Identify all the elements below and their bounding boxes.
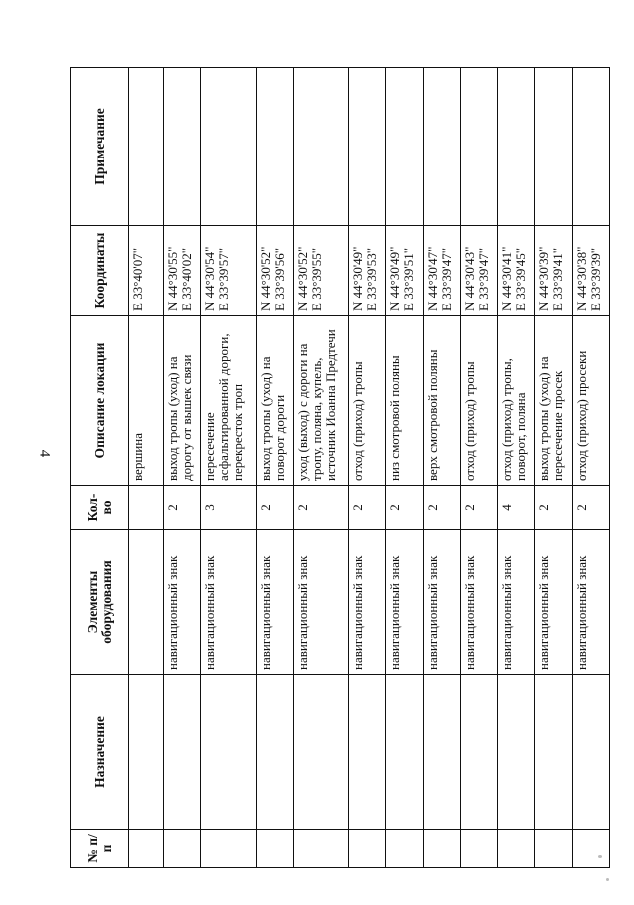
coordinate-north: N 44°30'39" (536, 246, 552, 311)
coordinate-north: N 44°30'38" (573, 246, 589, 311)
cell-num (129, 830, 164, 868)
cell-purpose (423, 675, 460, 830)
coordinate-east: E 33°39'56" (271, 247, 287, 311)
header-equipment: Элементы оборудования (71, 530, 129, 675)
cell-equipment: навигационный знак (349, 530, 386, 675)
locations-table (70, 67, 610, 868)
table-row (293, 68, 348, 868)
cell-description: низ смотровой поляны (386, 316, 423, 486)
cell-equipment: навигационный знак (423, 530, 460, 675)
cell-count: 2 (349, 486, 386, 530)
cell-coordinates (386, 226, 423, 316)
cell-purpose (386, 675, 423, 830)
cell-equipment: навигационный знак (572, 530, 609, 675)
cell-purpose (293, 675, 348, 830)
header-note: Примечание (71, 68, 129, 226)
cell-count: 4 (498, 486, 535, 530)
cell-count: 2 (423, 486, 460, 530)
scan-speck (606, 878, 609, 881)
cell-description: выход тропы (уход) на пересечение просек (535, 316, 572, 486)
rotated-table-container (70, 68, 610, 868)
table-row (535, 68, 572, 868)
cell-purpose (498, 675, 535, 830)
cell-equipment: навигационный знак (201, 530, 256, 675)
cell-equipment: навигационный знак (535, 530, 572, 675)
header-num: № п/п (71, 830, 129, 868)
cell-note (129, 68, 164, 226)
cell-purpose (164, 675, 201, 830)
cell-description: верх смотровой поляны (423, 316, 460, 486)
cell-note (349, 68, 386, 226)
header-description: Описание локации (71, 316, 129, 486)
cell-equipment: навигационный знак (498, 530, 535, 675)
table-row (256, 68, 293, 868)
cell-coordinates (201, 226, 256, 316)
coordinate-east: E 33°39'57" (216, 247, 232, 311)
coordinate-north: N 44°30'47" (424, 246, 440, 311)
cell-count: 2 (460, 486, 497, 530)
cell-purpose (129, 675, 164, 830)
coordinate-north: N 44°30'49" (387, 246, 403, 311)
cell-purpose (460, 675, 497, 830)
cell-count: 2 (256, 486, 293, 530)
page-number: 4 (36, 449, 53, 458)
cell-coordinates (423, 226, 460, 316)
cell-note (256, 68, 293, 226)
table-row (572, 68, 609, 868)
cell-purpose (201, 675, 256, 830)
cell-note (423, 68, 460, 226)
cell-num (572, 830, 609, 868)
cell-coordinates (498, 226, 535, 316)
cell-num (535, 830, 572, 868)
coordinate-north: N 44°30'43" (461, 246, 477, 311)
coordinate-east: E 33°39'55" (308, 247, 324, 311)
coordinate-north: N 44°30'55" (165, 246, 181, 311)
cell-coordinates (460, 226, 497, 316)
cell-coordinates (129, 226, 164, 316)
coordinate-east: E 33°39'53" (364, 247, 380, 311)
header-row (71, 68, 129, 868)
coordinate-east: E 33°39'39" (587, 247, 603, 311)
coordinate-north: N 44°30'52" (257, 246, 273, 311)
cell-num (256, 830, 293, 868)
header-purpose: Назначение (71, 675, 129, 830)
table-row (201, 68, 256, 868)
cell-note (386, 68, 423, 226)
table-row (129, 68, 164, 868)
table-row (349, 68, 386, 868)
cell-description: отход (приход) тропы (460, 316, 497, 486)
coordinate-north: N 44°30'54" (202, 246, 218, 311)
cell-num (164, 830, 201, 868)
cell-equipment: навигационный знак (164, 530, 201, 675)
cell-description: пересечение асфальтированной дороги, перекресток троп (201, 316, 256, 486)
coordinate-north: N 44°30'52" (294, 246, 310, 311)
coordinate-east: E 33°39'45" (513, 247, 529, 311)
table-row (460, 68, 497, 868)
scan-speck (598, 855, 602, 858)
table-row (423, 68, 460, 868)
cell-note (498, 68, 535, 226)
cell-note (201, 68, 256, 226)
coordinate-east: E 33°39'51" (401, 247, 417, 311)
cell-num (423, 830, 460, 868)
cell-description: отход (приход) тропы (349, 316, 386, 486)
cell-purpose (535, 675, 572, 830)
cell-count: 2 (572, 486, 609, 530)
coordinate-east: E 33°39'47" (475, 247, 491, 311)
cell-count: 2 (293, 486, 348, 530)
cell-coordinates (293, 226, 348, 316)
coordinate-north: N 44°30'41" (499, 246, 515, 311)
cell-equipment (129, 530, 164, 675)
cell-note (164, 68, 201, 226)
cell-purpose (349, 675, 386, 830)
cell-description: выход тропы (уход) на поворот дороги (256, 316, 293, 486)
coordinate-east: E 33°40'02" (179, 247, 195, 311)
table-row (164, 68, 201, 868)
cell-note (293, 68, 348, 226)
coordinate-east: E 33°40'07" (130, 247, 145, 311)
cell-description: отход (приход) тропы, поворот, поляна (498, 316, 535, 486)
table-body (129, 68, 610, 868)
table-row (498, 68, 535, 868)
header-coordinates: Координаты (71, 226, 129, 316)
cell-purpose (256, 675, 293, 830)
cell-coordinates (572, 226, 609, 316)
coordinate-east: E 33°39'41" (550, 247, 566, 311)
cell-count (129, 486, 164, 530)
cell-count: 2 (164, 486, 201, 530)
cell-description: уход (выход) с дороги на тропу, поляна, купель, источник Иоанна Предтечи (293, 316, 348, 486)
cell-equipment: навигационный знак (460, 530, 497, 675)
cell-num (201, 830, 256, 868)
cell-description: выход тропы (уход) на дорогу от вышек связи (164, 316, 201, 486)
cell-num (460, 830, 497, 868)
cell-equipment: навигационный знак (256, 530, 293, 675)
cell-num (386, 830, 423, 868)
coordinate-east: E 33°39'47" (438, 247, 454, 311)
cell-num (293, 830, 348, 868)
header-count: Кол-во (71, 486, 129, 530)
cell-purpose (572, 675, 609, 830)
cell-description: отход (приход) просеки (572, 316, 609, 486)
cell-count: 2 (386, 486, 423, 530)
cell-note (535, 68, 572, 226)
cell-coordinates (164, 226, 201, 316)
cell-count: 2 (535, 486, 572, 530)
cell-equipment: навигационный знак (386, 530, 423, 675)
cell-description: вершина (129, 316, 164, 486)
cell-note (460, 68, 497, 226)
cell-note (572, 68, 609, 226)
cell-num (498, 830, 535, 868)
cell-coordinates (535, 226, 572, 316)
cell-count: 3 (201, 486, 256, 530)
cell-equipment: навигационный знак (293, 530, 348, 675)
coordinate-north: N 44°30'49" (350, 246, 366, 311)
cell-coordinates (256, 226, 293, 316)
table-row (386, 68, 423, 868)
cell-coordinates (349, 226, 386, 316)
cell-num (349, 830, 386, 868)
